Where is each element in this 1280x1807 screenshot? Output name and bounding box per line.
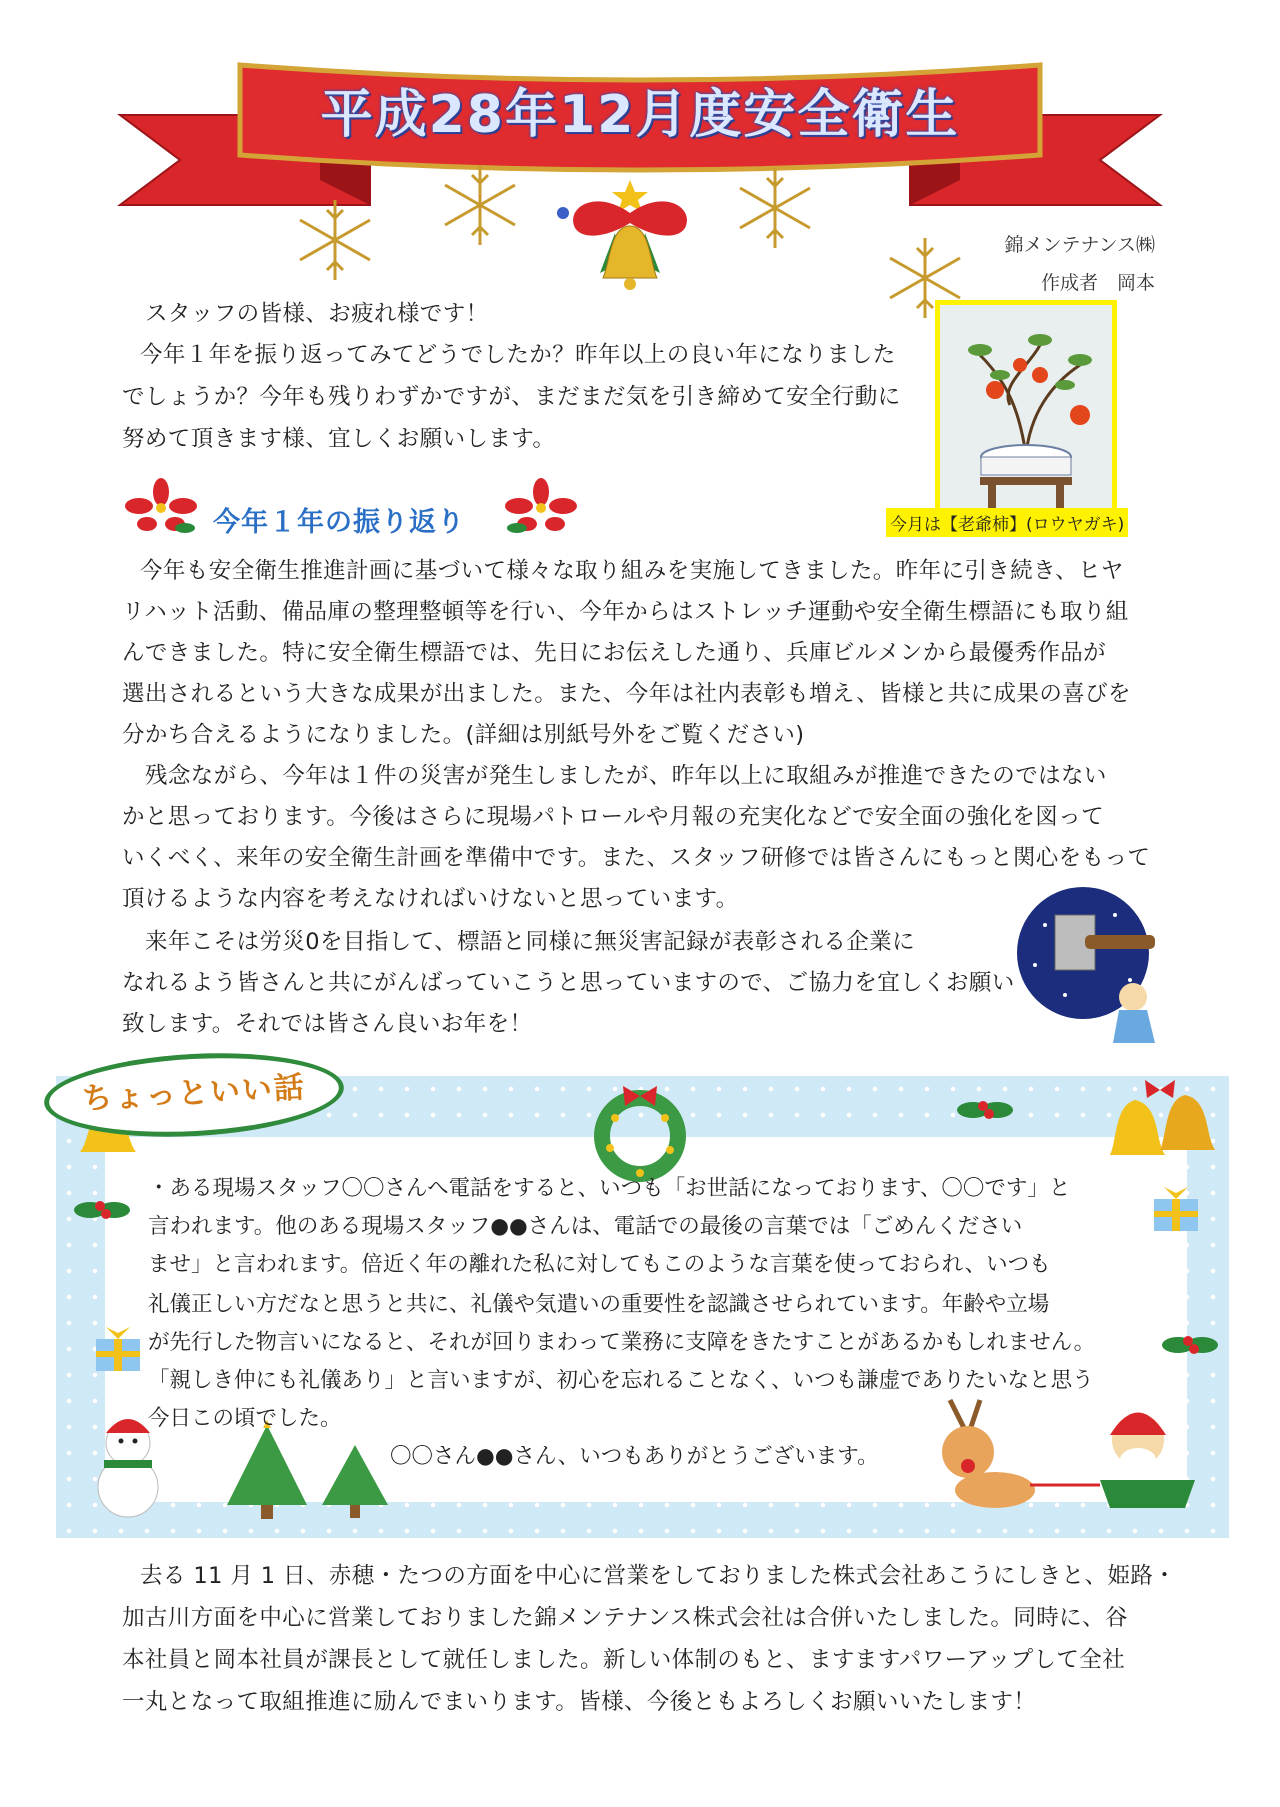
closing-line: 加古川方面を中心に営業しておりました錦メンテナンス株式会社は合併いたしました。同時に、谷 bbox=[122, 1605, 1128, 1631]
story-thanks: 〇〇さん●●さん、いつもありがとうございます。 bbox=[390, 1444, 879, 1469]
author-name: 作成者 岡本 bbox=[1040, 272, 1155, 294]
section-title-review: 今年１年の振り返り bbox=[213, 507, 465, 538]
intro-greeting: スタッフの皆様、お疲れ様です！ bbox=[145, 301, 489, 327]
story-line: ませ」と言われます。倍近く年の離れた私に対してもこのような言葉を使っておられ、いつも bbox=[148, 1252, 1051, 1277]
holly-icon bbox=[72, 1190, 132, 1230]
poinsettia-icon bbox=[125, 478, 197, 536]
review-line: んできました。特に安全衛生標語では、先日にお伝えした通り、兵庫ビルメンから最優秀作品が bbox=[122, 640, 1107, 666]
tree-icon bbox=[318, 1440, 393, 1520]
review-line: 今年も安全衛生推進計画に基づいて様々な取り組みを実施してきました。昨年に引き続き、ヒヤ bbox=[140, 558, 1124, 584]
closing-line: 本社員と岡本社員が課長として就任しました。新しい体制のもと、ますますパワーアップして全社 bbox=[122, 1647, 1126, 1673]
review-line: 頂けるような内容を考えなければいけないと思っています。 bbox=[122, 886, 739, 912]
review-line: 致します。それでは皆さん良いお年を！ bbox=[122, 1011, 533, 1037]
christmas-bell-icon bbox=[555, 178, 705, 298]
review-line: 分かち合えるようになりました。(詳細は別紙号外をご覧ください) bbox=[122, 722, 805, 748]
photo-caption: 今月は【老爺柿】(ロウヤガキ) bbox=[886, 508, 1128, 537]
intro-line: 努めて頂きます様、宜しくお願いします。 bbox=[122, 426, 556, 452]
gift-icon bbox=[1150, 1185, 1202, 1233]
holly-icon bbox=[1160, 1325, 1220, 1365]
story-line: が先行した物言いになると、それが回りまわって業務に支障をきたすことがあるかもしれません。 bbox=[148, 1330, 1096, 1355]
persimmon-photo bbox=[935, 300, 1117, 515]
review-line: いくべく、来年の安全衛生計画を準備中です。また、スタッフ研修では皆さんにもっと関心をもって bbox=[122, 845, 1151, 871]
bells-icon bbox=[1105, 1080, 1225, 1180]
holly-icon bbox=[955, 1090, 1015, 1130]
review-line: かと思っております。今後はさらに現場パトロールや月報の充実化などで安全面の強化を図って bbox=[122, 804, 1105, 830]
closing-line: 一丸となって取組推進に励んでまいります。皆様、今後ともよろしくお願いいたします！ bbox=[122, 1689, 1037, 1715]
reindeer-santa-sleigh bbox=[920, 1390, 1220, 1520]
story-line: 今日この頃でした。 bbox=[148, 1406, 342, 1431]
story-line: ・ある現場スタッフ〇〇さんへ電話をすると、いつも「お世話になっております、〇〇です」と bbox=[148, 1176, 1071, 1201]
story-line: 礼儀正しい方だなと思うと共に、礼儀や気遣いの重要性を認識させられています。年齢や立場 bbox=[148, 1292, 1050, 1317]
story-line: 「親しき仲にも礼儀あり」と言いますが、初心を忘れることなく、いつも謙虚でありたいなと思う bbox=[148, 1368, 1094, 1393]
snowflake-icon bbox=[730, 163, 820, 253]
review-line: 残念ながら、今年は１件の災害が発生しましたが、昨年以上に取組みが推進できたのではない bbox=[145, 763, 1107, 789]
snowflake-icon bbox=[435, 160, 525, 250]
company-name: 錦メンテナンス㈱ bbox=[1004, 234, 1155, 256]
review-line: 来年こそは労災0を目指して、標語と同様に無災害記録が表彰される企業に bbox=[145, 929, 915, 955]
story-badge: ちょっといい話 bbox=[42, 1046, 346, 1144]
review-line: 選出されるという大きな成果が出ました。また、今年は社内表彰も増え、皆様と共に成果の喜びを bbox=[122, 681, 1131, 707]
review-line: なれるよう皆さんと共にがんばっていこうと思っていますので、ご協力を宜しくお願い bbox=[122, 970, 1015, 996]
story-line: 言われます。他のある現場スタッフ●●さんは、電話での最後の言葉では「ごめんください bbox=[148, 1214, 1023, 1239]
author-block bbox=[960, 226, 1155, 302]
page-title: 平成28年12月度安全衛生 bbox=[320, 85, 960, 145]
snowflake-icon bbox=[290, 195, 380, 285]
intro-line: 今年１年を振り返ってみてどうでしたか？昨年以上の良い年になりました bbox=[140, 342, 896, 368]
intro-line: でしょうか？今年も残りわずかですが、まだまだ気を引き締めて安全行動に bbox=[122, 384, 901, 410]
new-year-bell-illustration bbox=[1015, 885, 1165, 1045]
closing-line: 去る 11 月 1 日、赤穂・たつの方面を中心に営業をしておりました株式会社あこうにしきと、姫路・ bbox=[140, 1563, 1177, 1589]
poinsettia-icon bbox=[505, 478, 577, 536]
review-line: リハット活動、備品庫の整理整頓等を行い、今年からはストレッチ運動や安全衛生標語にも取り組 bbox=[122, 599, 1129, 625]
gift-icon bbox=[92, 1325, 144, 1373]
